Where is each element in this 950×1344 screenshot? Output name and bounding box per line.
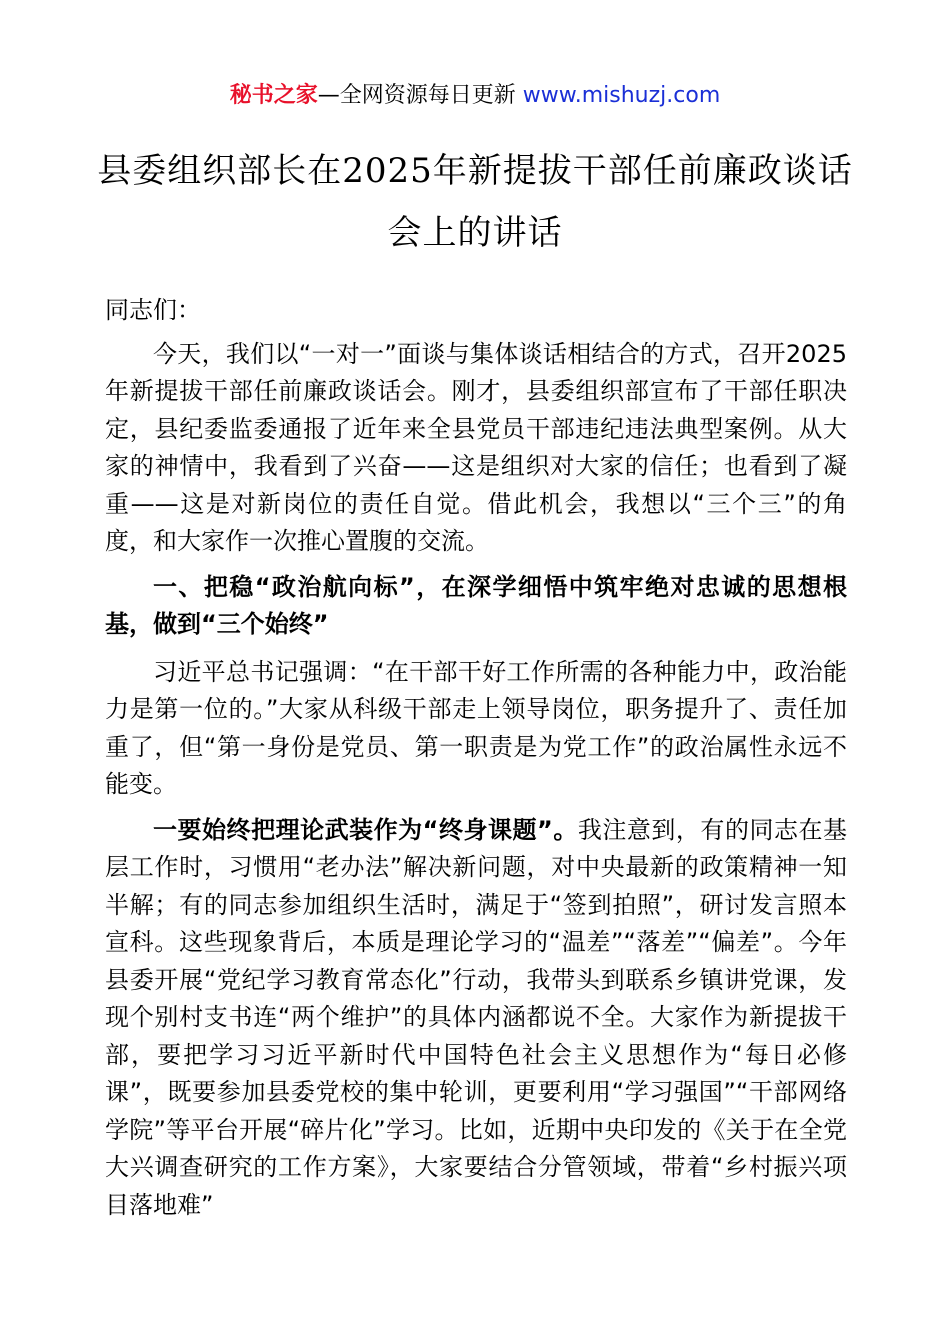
- paragraph-lead: 一要始终把理论武装作为“终身课题”。: [153, 815, 578, 844]
- section-paragraph-1: 习近平总书记强调：“在干部干好工作所需的各种能力中，政治能力是第一位的。”大家从科级干部走上领导岗位，职务提升了、责任加重了，但“第一身份是党员、第一职责是为党工作”的政治属性永远不能变。: [105, 657, 847, 798]
- site-brand: 秘书之家: [229, 83, 318, 108]
- site-url-link[interactable]: www.mishuzj.com: [522, 83, 721, 108]
- site-tagline: —全网资源每日更新: [317, 83, 523, 108]
- intro-paragraph: 今天，我们以“一对一”面谈与集体谈话相结合的方式，召开2025年新提拔干部任前廉政谈话会。刚才，县委组织部宣布了干部任职决定，县纪委监委通报了近年来全县党员干部违纪违法典型案例。从大家的神情中，我看到了兴奋——这是组织对大家的信任；也看到了凝重——这是对新岗位的责任自觉。借此机会，我想以“三个三”的角度，和大家作一次推心置腹的交流。: [105, 339, 847, 555]
- section-heading: 一、把稳“政治航向标”，在深学细悟中筑牢绝对忠诚的思想根基，做到“三个始终”: [105, 572, 847, 638]
- salutation: 同志们：: [105, 296, 201, 324]
- document-title: 县委组织部长在2025年新提拔干部任前廉政谈话会上的讲话: [97, 151, 853, 253]
- document-body: [105, 292, 847, 1232]
- paragraph-body: 我注意到，有的同志在基层工作时，习惯用“老办法”解决新问题，对中央最新的政策精神一知半解；有的同志参加组织生活时，满足于“签到拍照”，研讨发言照本宣科。这些现象背后，本质是理论学习的“温差”“落差”“偏差”。今年县委开展“党纪学习教育常态化”行动，我带头到联系乡镇讲党课，发现个别村支书连“两个维护”的具体内涵都说不全。大家作为新提拔干部，要把学习习近平新时代中国特色社会主义思想作为“每日必修课”，既要参加县委党校的集中轮训，更要利用“学习强国”“干部网络学院”等平台开展“碎片化”学习。比如，近期中央印发的《关于在全党大兴调查研究的工作方案》，大家要结合分管领域，带着“乡村振兴项目落地难”: [105, 815, 848, 1219]
- section-paragraph-2: [105, 812, 847, 1225]
- site-header: [0, 80, 950, 112]
